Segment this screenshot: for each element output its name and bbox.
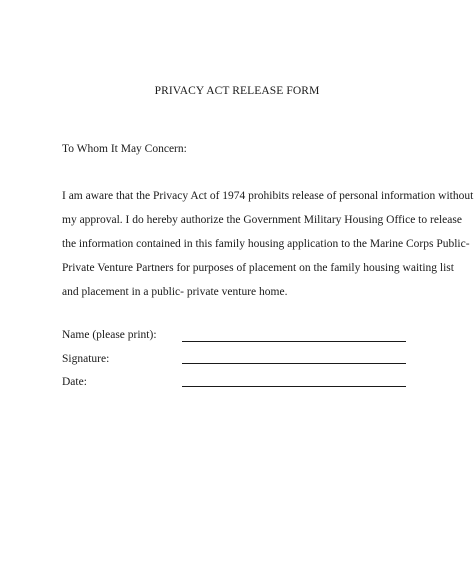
name-field-label: Name (please print): (62, 329, 157, 341)
body-paragraph-line: Private Venture Partners for purposes of placement on the family housing waiting list (62, 262, 454, 274)
body-paragraph-line: my approval. I do hereby authorize the Government Military Housing Office to release (62, 214, 462, 226)
name-field-line[interactable] (182, 341, 406, 342)
date-field-label: Date: (62, 376, 87, 388)
date-field-line[interactable] (182, 386, 406, 387)
signature-field-line[interactable] (182, 363, 406, 364)
body-paragraph-line: and placement in a public- private venture home. (62, 286, 288, 298)
body-paragraph-line: the information contained in this family housing application to the Marine Corps Public- (62, 238, 470, 250)
body-paragraph-line: I am aware that the Privacy Act of 1974 prohibits release of personal information without (62, 190, 474, 202)
signature-field-label: Signature: (62, 353, 110, 365)
salutation: To Whom It May Concern: (62, 143, 187, 155)
form-title: PRIVACY ACT RELEASE FORM (154, 85, 320, 97)
